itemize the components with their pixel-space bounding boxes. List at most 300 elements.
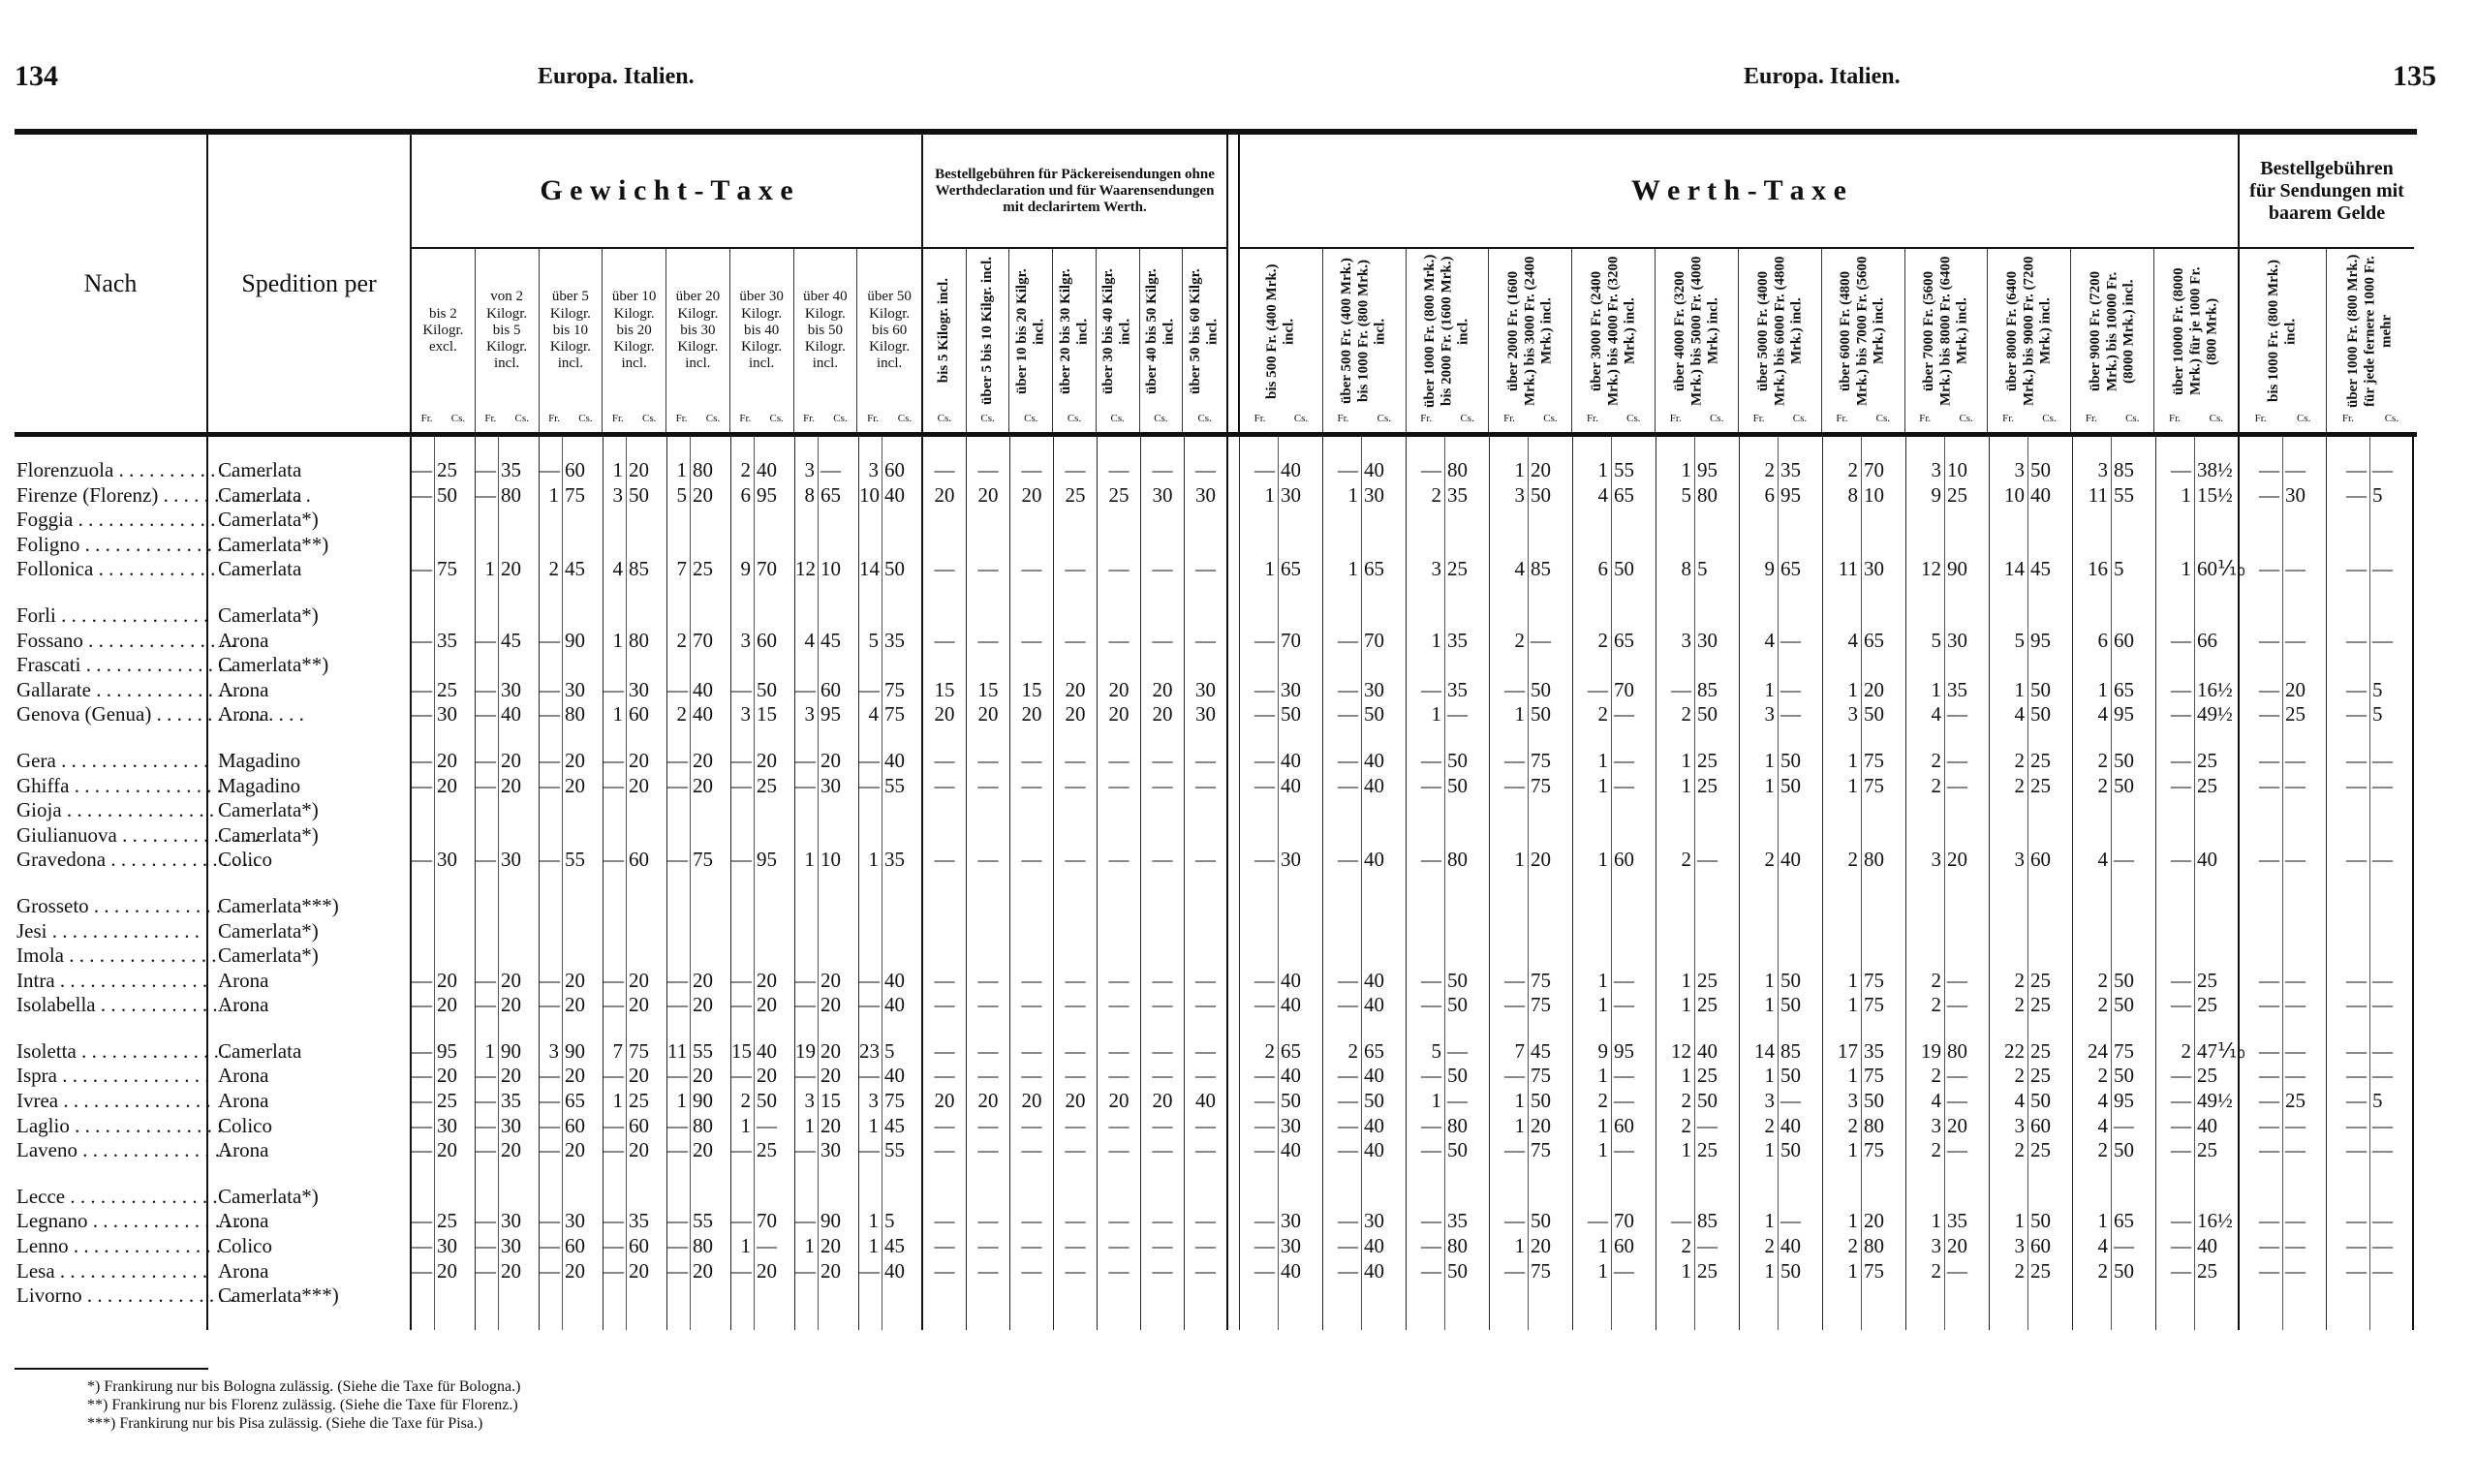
value-tax-cs	[1445, 894, 1490, 919]
value-tax-cs	[1362, 508, 1407, 533]
value-tax-fr	[1823, 823, 1862, 849]
cash-fee-fr: —	[2327, 458, 2370, 483]
value-tax-fr: —	[1323, 678, 1362, 703]
delivery-fee	[923, 603, 967, 629]
weight-tax-cs: 60	[627, 1114, 667, 1139]
delivery-fee: —	[1098, 848, 1141, 873]
value-tax-fr: 24	[2073, 1039, 2112, 1065]
cash-fee-fr: —	[2240, 1039, 2283, 1065]
header-subcolumn	[1489, 249, 1572, 432]
value-tax-fr	[1240, 943, 1279, 969]
value-tax-cs: 75	[1529, 749, 1573, 774]
value-tax-fr: —	[1323, 774, 1362, 799]
value-tax-fr: 1	[2156, 483, 2195, 509]
unit-cs: Cs.	[642, 413, 657, 424]
value-tax-fr	[2073, 943, 2112, 969]
cash-fee-fr: —	[2240, 749, 2283, 774]
value-tax-cs: 50	[1445, 1138, 1490, 1163]
value-tax-fr	[1823, 1283, 1862, 1309]
weight-tax-fr	[604, 727, 627, 749]
weight-tax-fr: —	[604, 678, 627, 703]
value-tax-fr	[1990, 894, 2028, 919]
weight-tax-fr	[667, 1018, 691, 1039]
weight-tax-fr	[476, 873, 499, 894]
value-tax-cs: 40	[1362, 1064, 1407, 1089]
value-tax-fr	[1740, 727, 1779, 749]
value-tax-cs	[1695, 533, 1740, 558]
value-tax-cs: 16½	[2195, 678, 2240, 703]
spedition-via: Arona	[208, 629, 412, 654]
page-gutter	[1228, 848, 1240, 873]
value-tax-cs: 50	[1862, 702, 1906, 727]
weight-tax-fr: —	[604, 1234, 627, 1259]
weight-tax-cs: 20	[499, 1259, 540, 1284]
value-tax-cs	[1445, 603, 1490, 629]
cash-fee-cs: —	[2370, 993, 2414, 1018]
weight-tax-fr	[731, 823, 755, 849]
weight-tax-cs	[563, 437, 604, 458]
header-subcolumn	[412, 249, 476, 432]
weight-tax-fr: 15	[731, 1039, 755, 1065]
group-spacer	[15, 1309, 2417, 1330]
value-tax-fr: —	[1240, 1234, 1279, 1259]
place-name: Laveno . . .	[15, 1138, 208, 1163]
weight-tax-cs: 35	[435, 629, 476, 654]
value-tax-cs	[2195, 798, 2240, 823]
weight-tax-cs	[563, 1283, 604, 1309]
weight-tax-cs	[882, 943, 923, 969]
value-tax-fr: 4	[1990, 702, 2028, 727]
weight-tax-cs: 35	[627, 1209, 667, 1234]
value-tax-cs: 50	[2112, 1259, 2156, 1284]
cash-fee-fr	[2240, 603, 2283, 629]
weight-tax-fr: 19	[795, 1039, 819, 1065]
value-tax-cs	[1779, 727, 1823, 749]
delivery-fee: —	[1185, 993, 1228, 1018]
weight-tax-cs	[691, 653, 731, 678]
value-tax-cs	[2112, 823, 2156, 849]
value-tax-cs: 40	[1362, 1259, 1407, 1284]
cash-fee-fr	[2240, 823, 2283, 849]
value-tax-cs	[1529, 798, 1573, 823]
weight-tax-fr	[667, 437, 691, 458]
delivery-fee: —	[1185, 1209, 1228, 1234]
weight-tax-cs: 10	[819, 557, 859, 582]
weight-tax-fr	[476, 533, 499, 558]
weight-tax-cs	[563, 873, 604, 894]
value-tax-fr	[1906, 582, 1945, 603]
header-subcolumn-label-wrap	[967, 249, 1009, 413]
value-tax-cs	[2112, 653, 2156, 678]
value-tax-fr: —	[1323, 969, 1362, 994]
weight-tax-fr	[604, 1163, 627, 1185]
cash-fee-cs: —	[2370, 1039, 2414, 1065]
weight-tax-fr: —	[476, 749, 499, 774]
value-tax-cs: 47⅒	[2197, 1038, 2245, 1063]
value-tax-fr: 2	[1656, 702, 1695, 727]
value-tax-cs	[2028, 508, 2073, 533]
weight-tax-cs: 30	[499, 1234, 540, 1259]
value-tax-cs: 40	[1362, 1114, 1407, 1139]
weight-tax-fr: —	[859, 1138, 882, 1163]
value-tax-cs: 60	[1612, 848, 1656, 873]
value-tax-cs	[1362, 943, 1407, 969]
value-tax-fr	[1823, 727, 1862, 749]
value-tax-fr	[1823, 1163, 1862, 1185]
value-tax-cs: 50	[1862, 1089, 1906, 1114]
weight-tax-cs	[435, 727, 476, 749]
weight-tax-fr: —	[476, 458, 499, 483]
table-row	[15, 1209, 2417, 1234]
cash-fee-fr: —	[2327, 1039, 2370, 1065]
delivery-fee	[1054, 653, 1098, 678]
value-tax-cs: 35	[1862, 1039, 1906, 1065]
spedition-via: Arona	[208, 678, 412, 703]
header-subcolumn-label: über 10 bis 20 Kilgr. incl.	[1014, 267, 1047, 394]
weight-tax-cs	[882, 873, 923, 894]
delivery-fee	[1010, 1185, 1054, 1210]
value-tax-fr: —	[1240, 1064, 1279, 1089]
unit-labels	[1656, 413, 1738, 432]
value-tax-cs: 49½	[2195, 702, 2240, 727]
value-tax-cs: —	[1695, 848, 1740, 873]
weight-tax-fr: —	[412, 483, 435, 509]
weight-tax-cs: 30	[435, 702, 476, 727]
value-tax-cs: —	[1945, 993, 1990, 1018]
value-tax-fr: 1	[1823, 1064, 1862, 1089]
weight-tax-cs: 20	[819, 1259, 859, 1284]
cash-fee-fr	[2240, 894, 2283, 919]
delivery-fee: —	[923, 848, 967, 873]
delivery-fee: —	[1098, 1064, 1141, 1089]
weight-tax-fr: 1	[604, 458, 627, 483]
value-tax-fr: 3	[1990, 458, 2028, 483]
delivery-fee: —	[1185, 1259, 1228, 1284]
value-tax-fr	[1240, 603, 1279, 629]
page-gutter	[1228, 1259, 1240, 1284]
value-tax-title: W e r t h - T a x e	[1240, 135, 2238, 249]
value-tax-fr: —	[1240, 1138, 1279, 1163]
weight-tax-fr	[667, 1283, 691, 1309]
value-tax-fr	[1906, 1283, 1945, 1309]
header-delivery-group	[923, 135, 1228, 432]
value-tax-cs	[2195, 1283, 2240, 1309]
cash-fee-cs	[2283, 873, 2327, 894]
weight-tax-cs: 40	[691, 678, 731, 703]
cash-fee-fr: —	[2327, 848, 2370, 873]
delivery-fee	[1185, 919, 1228, 944]
footnotes	[15, 1368, 520, 1433]
unit-labels	[603, 413, 665, 432]
page-gutter	[1228, 1309, 1240, 1330]
delivery-fee: —	[1010, 1114, 1054, 1139]
value-tax-cs: —	[2112, 848, 2156, 873]
weight-tax-cs	[691, 1018, 731, 1039]
delivery-fee: —	[1010, 969, 1054, 994]
value-tax-fr: —	[2156, 1259, 2195, 1284]
value-tax-cs: 5	[2112, 557, 2156, 582]
value-tax-fr	[1407, 533, 1445, 558]
value-tax-fr: 1	[1740, 969, 1779, 994]
value-tax-cs	[1529, 1185, 1573, 1210]
page-gutter	[1228, 1185, 1240, 1210]
weight-tax-fr: —	[476, 483, 499, 509]
value-tax-fr	[1740, 437, 1779, 458]
value-tax-fr	[1740, 603, 1779, 629]
header-subcolumn	[1988, 249, 2071, 432]
weight-tax-cs	[882, 1283, 923, 1309]
weight-tax-cs	[819, 873, 859, 894]
value-tax-fr	[2156, 437, 2195, 458]
weight-tax-cs: 30	[435, 1234, 476, 1259]
delivery-fee	[1010, 943, 1054, 969]
value-tax-fr	[1323, 727, 1362, 749]
weight-tax-fr: —	[859, 678, 882, 703]
delivery-fee: —	[923, 749, 967, 774]
weight-tax-cs	[499, 508, 540, 533]
value-tax-cs	[2028, 437, 2073, 458]
weight-tax-fr: —	[540, 458, 563, 483]
value-tax-fr: 11	[1823, 557, 1862, 582]
table-row	[15, 798, 2417, 823]
delivery-fee	[1185, 508, 1228, 533]
weight-tax-cs: —	[755, 1234, 795, 1259]
value-tax-fr	[1990, 1283, 2028, 1309]
value-tax-cs	[1862, 919, 1906, 944]
header-subcolumn	[2154, 249, 2238, 432]
value-tax-fr: 1	[1240, 557, 1279, 582]
value-tax-fr: 2	[1990, 1064, 2028, 1089]
place-name	[15, 582, 208, 603]
weight-tax-fr	[476, 508, 499, 533]
value-tax-cs	[1779, 1018, 1823, 1039]
value-tax-cs	[1612, 533, 1656, 558]
delivery-fee: —	[1185, 774, 1228, 799]
value-tax-fr	[2073, 727, 2112, 749]
delivery-fee: —	[1185, 1039, 1228, 1065]
delivery-fee	[1054, 943, 1098, 969]
value-tax-cs: 50	[1779, 749, 1823, 774]
value-tax-fr	[1656, 1309, 1695, 1330]
weight-tax-cs: 50	[755, 678, 795, 703]
value-tax-cs: —	[1945, 1138, 1990, 1163]
value-tax-cs: —	[1529, 629, 1573, 654]
delivery-fee: —	[1185, 458, 1228, 483]
weight-tax-fr	[795, 798, 819, 823]
cash-fee-cs	[2283, 727, 2327, 749]
page-gutter	[1228, 749, 1240, 774]
weight-tax-cs	[882, 1018, 923, 1039]
table-row	[15, 1138, 2417, 1163]
delivery-fee	[1010, 823, 1054, 849]
delivery-fee: —	[967, 629, 1010, 654]
value-tax-cs	[1529, 533, 1573, 558]
page-gutter	[1228, 969, 1240, 994]
header-subcolumn-label: über 3000 Fr. (2400 Mrk.) bis 4000 Fr. (3200 Mrk.) incl.	[1588, 256, 1638, 406]
cash-fee-cs: —	[2370, 749, 2414, 774]
value-tax-fr: 4	[2073, 702, 2112, 727]
weight-tax-fr	[476, 437, 499, 458]
page-gutter	[1228, 557, 1240, 582]
value-tax-fr: 2	[2073, 1064, 2112, 1089]
weight-tax-fr	[795, 727, 819, 749]
weight-tax-fr: 1	[667, 1089, 691, 1114]
cash-fee-cs	[2370, 1185, 2414, 1210]
value-tax-cs: 50	[1779, 969, 1823, 994]
value-tax-fr: 2	[1906, 969, 1945, 994]
weight-tax-cs	[755, 603, 795, 629]
value-tax-fr	[1906, 603, 1945, 629]
value-tax-cs	[1612, 437, 1656, 458]
value-tax-fr	[2073, 919, 2112, 944]
value-tax-cs: —	[2112, 1234, 2156, 1259]
header-subcolumn-label: über 9000 Fr. (7200 Mrk.) bis 10000 Fr. (8000 Mrk.) incl.	[2087, 270, 2137, 391]
weight-tax-cs: 40	[882, 749, 923, 774]
cash-fee-cs	[2370, 437, 2414, 458]
delivery-fee	[1098, 798, 1141, 823]
value-tax-fr: 3	[1740, 1089, 1779, 1114]
weight-tax-fr	[476, 943, 499, 969]
value-tax-cs	[1862, 873, 1906, 894]
value-tax-fr: —	[1240, 1259, 1279, 1284]
weight-tax-fr: 1	[795, 1114, 819, 1139]
value-tax-fr	[1573, 943, 1612, 969]
cash-fee-cs	[2370, 1283, 2414, 1309]
weight-tax-cs: 85	[627, 557, 667, 582]
value-tax-cs: 55	[2112, 483, 2156, 509]
delivery-fee	[923, 919, 967, 944]
value-tax-cs	[1445, 1309, 1490, 1330]
delivery-fee: 15	[923, 678, 967, 703]
value-tax-cs	[1945, 873, 1990, 894]
delivery-fee	[1054, 1185, 1098, 1210]
delivery-fee: —	[923, 1114, 967, 1139]
value-tax-cs: 75	[1862, 969, 1906, 994]
weight-tax-fr: —	[412, 1064, 435, 1089]
weight-tax-cs	[819, 603, 859, 629]
table-row	[15, 557, 2417, 582]
header-subcolumn-label: über 40 bis 50 Kilgr. incl.	[1144, 267, 1177, 394]
cash-fee-fr	[2240, 727, 2283, 749]
value-tax-fr	[1490, 727, 1529, 749]
delivery-fee	[1010, 727, 1054, 749]
value-tax-fr	[1990, 437, 2028, 458]
delivery-fee: 25	[1098, 483, 1141, 509]
table-row	[15, 1185, 2417, 1210]
value-tax-fr: 4	[1740, 629, 1779, 654]
page-title-right: Europa. Italien.	[1744, 64, 1901, 89]
value-tax-cs	[2195, 437, 2240, 458]
delivery-fee: —	[1010, 993, 1054, 1018]
weight-tax-fr	[476, 1163, 499, 1185]
spedition-via: Colico	[208, 1114, 412, 1139]
weight-tax-fr: —	[604, 1114, 627, 1139]
page-gutter	[1228, 1209, 1240, 1234]
delivery-fee	[1185, 727, 1228, 749]
value-tax-fr	[1490, 437, 1529, 458]
value-tax-cs: 95	[2028, 629, 2073, 654]
delivery-fee: —	[1054, 969, 1098, 994]
value-tax-cs: 80	[1862, 1114, 1906, 1139]
weight-tax-fr	[795, 1309, 819, 1330]
value-tax-fr: 19	[1906, 1039, 1945, 1065]
value-tax-fr: 2	[2073, 1259, 2112, 1284]
weight-tax-fr: 11	[667, 1039, 691, 1065]
weight-tax-fr: 1	[859, 848, 882, 873]
value-tax-fr	[1490, 1018, 1529, 1039]
weight-tax-cs: 50	[882, 557, 923, 582]
weight-tax-fr	[540, 943, 563, 969]
value-tax-fr	[2156, 603, 2195, 629]
delivery-fee	[1054, 873, 1098, 894]
delivery-fee	[1098, 1185, 1141, 1210]
header-subcolumn	[2240, 249, 2327, 432]
unit-labels	[2071, 413, 2153, 432]
header-subcolumn-label-wrap	[1140, 249, 1183, 413]
weight-tax-cs: 40	[882, 483, 923, 509]
weight-tax-cs: 75	[882, 702, 923, 727]
value-tax-cs	[2028, 894, 2073, 919]
weight-tax-fr: —	[540, 629, 563, 654]
delivery-fee	[1010, 508, 1054, 533]
value-tax-fr: 1	[1573, 1064, 1612, 1089]
value-tax-fr	[1240, 508, 1279, 533]
page-gutter	[1228, 1138, 1240, 1163]
cash-fee-fr	[2327, 533, 2370, 558]
value-tax-cs	[2112, 943, 2156, 969]
weight-tax-fr	[859, 508, 882, 533]
delivery-fee	[1054, 1283, 1098, 1309]
weight-tax-cs: 20	[819, 1064, 859, 1089]
weight-tax-cs: 70	[755, 557, 795, 582]
unit-cs: Cs.	[1543, 413, 1558, 424]
cash-fee-cs	[2370, 508, 2414, 533]
unit-labels	[1009, 413, 1052, 432]
weight-tax-fr	[667, 508, 691, 533]
weight-tax-fr	[731, 603, 755, 629]
value-tax-cs: 40	[1362, 993, 1407, 1018]
unit-cs: Cs.	[1377, 413, 1392, 424]
delivery-fee: —	[1185, 1114, 1228, 1139]
weight-tax-fr: —	[604, 749, 627, 774]
page-gutter	[1228, 135, 1240, 432]
delivery-fee	[1098, 582, 1141, 603]
value-tax-fr	[1323, 894, 1362, 919]
cash-fee-fr: —	[2240, 993, 2283, 1018]
place-name: Laglio . . .	[15, 1114, 208, 1139]
value-tax-cs	[1362, 603, 1407, 629]
value-tax-fr: —	[1407, 1064, 1445, 1089]
weight-tax-cs	[755, 943, 795, 969]
cash-fee-cs: —	[2370, 848, 2414, 873]
unit-cs: Cs.	[2384, 413, 2399, 424]
delivery-fee	[1141, 823, 1185, 849]
weight-tax-fr: —	[604, 969, 627, 994]
value-tax-fr: 1	[1573, 774, 1612, 799]
weight-tax-cs: 80	[691, 458, 731, 483]
value-tax-fr	[1573, 1018, 1612, 1039]
delivery-fee	[1185, 437, 1228, 458]
cash-fee-cs: 5	[2370, 1089, 2414, 1114]
value-tax-fr: 3	[1906, 1234, 1945, 1259]
value-tax-cs	[1279, 894, 1323, 919]
value-tax-fr	[1240, 1309, 1279, 1330]
value-tax-cs	[2112, 582, 2156, 603]
weight-tax-fr: —	[540, 1209, 563, 1234]
weight-tax-fr: 2	[667, 629, 691, 654]
value-tax-cs: 25	[2195, 749, 2240, 774]
cash-fee-cs	[2370, 1018, 2414, 1039]
